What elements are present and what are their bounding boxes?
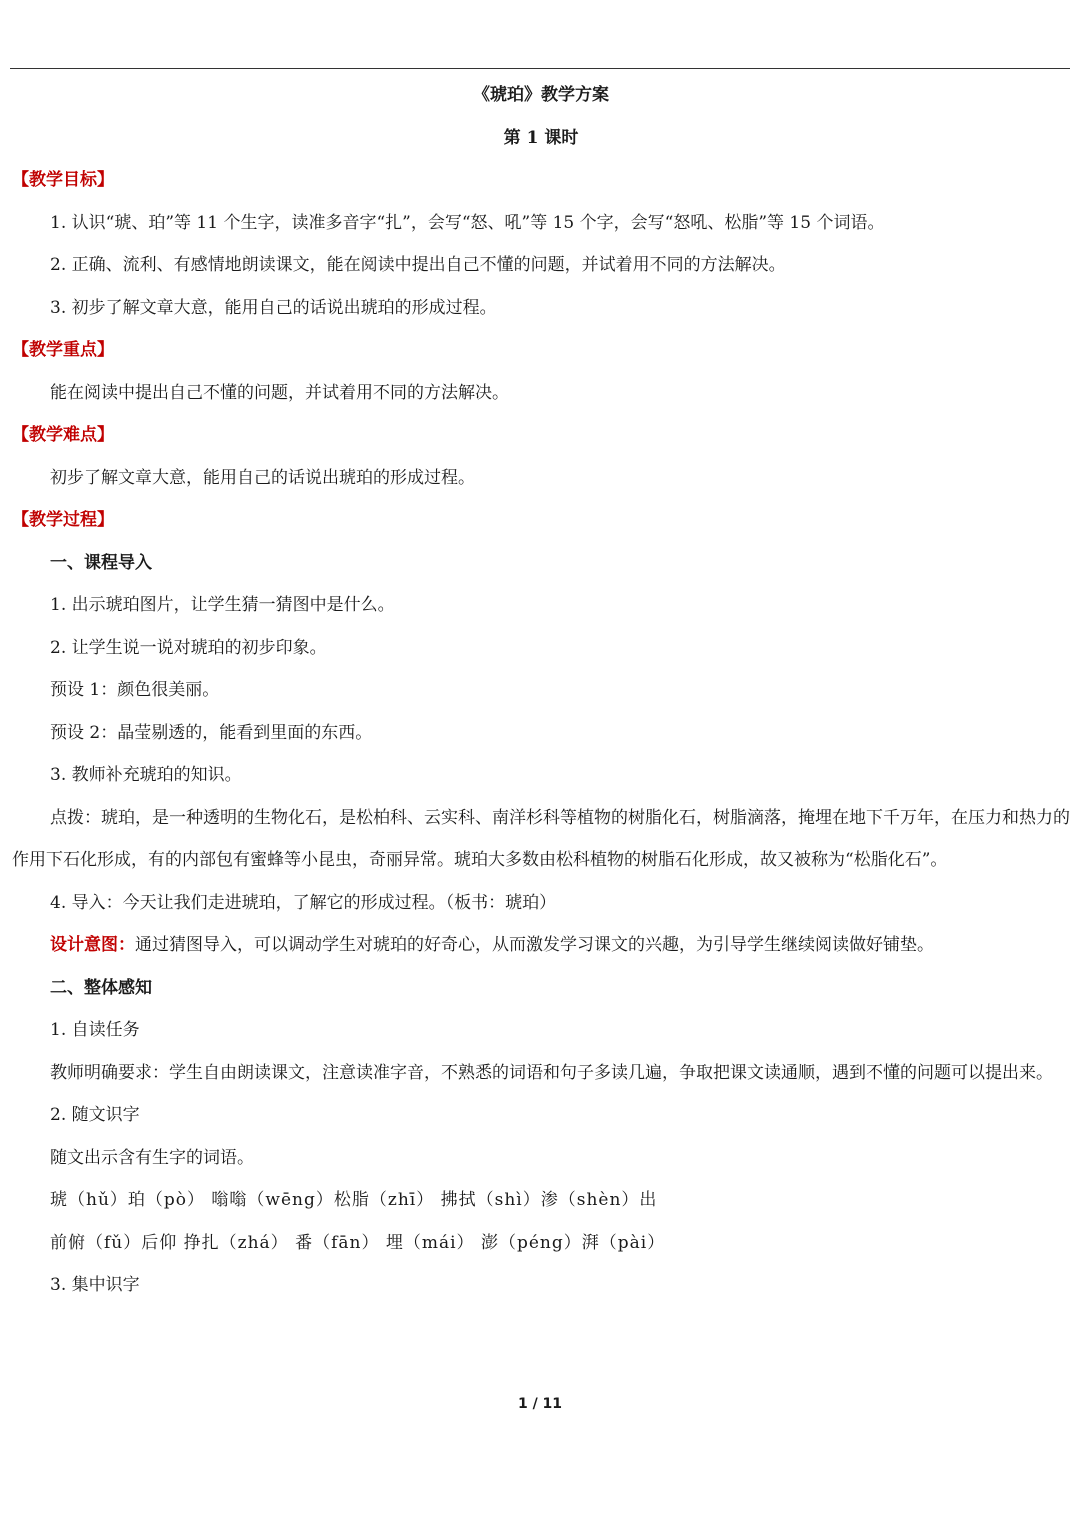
s2-sub2: 2. 随文识字 [50,1105,140,1125]
goals-heading: 【教学目标】 [12,170,114,190]
s1-item-5: 3. 教师补充琥珀的知识。 [50,765,242,785]
design-intent [12,924,1070,967]
pinyin-line-2: 前俯（fǔ）后仰 挣扎（zhá） 番（fān） 埋（mái） 澎（péng）湃（pài） [50,1232,666,1253]
key-text: 能在阅读中提出自己不懂的问题，并试着用不同的方法解决。 [50,382,509,403]
difficulty-heading: 【教学难点】 [12,425,114,445]
goal-item-2: 2. 正确、流利、有感情地朗读课文，能在阅读中提出自己不懂的问题，并试着用不同的方法解决。 [50,255,786,275]
process-heading: 【教学过程】 [12,510,114,530]
doc-subtitle: 第 1 课时 [503,127,579,148]
header-rule [10,68,1070,69]
dianbo-paragraph: 点拨：琥珀，是一种透明的生物化石，是松柏科、云实科、南洋杉科等植物的树脂化石，树脂滴落，掩埋在地下千万年，在压力和热力的作用下石化形成，有的内部包有蜜蜂等小昆虫，奇丽异常。琥珀大多数由松科植物的树脂石化形成，故又被称为“松脂化石”。 [12,807,1070,870]
key-heading: 【教学重点】 [12,340,114,360]
design-label: 设计意图： [50,935,135,955]
document-page [12,74,1070,1307]
goal-item-1: 1. 认识“琥、珀”等 11 个生字，读准多音字“扎”，会写“怒、吼”等 15 个字，会写“怒吼、松脂”等 15 个词语。 [50,212,885,233]
s1-item-4: 预设 2：晶莹剔透的，能看到里面的东西。 [50,722,373,743]
s1-item-3: 预设 1：颜色很美丽。 [50,680,220,700]
section1-title: 一、课程导入 [50,552,152,573]
s2-sub1: 1. 自读任务 [50,1020,140,1040]
goal-item-3: 3. 初步了解文章大意，能用自己的话说出琥珀的形成过程。 [50,297,497,318]
page-number: 1 / 11 [517,1396,563,1412]
design-text: 通过猜图导入，可以调动学生对琥珀的好奇心，从而激发学习课文的兴趣，为引导学生继续阅读做好铺垫。 [135,935,934,955]
s1-item-1: 1. 出示琥珀图片，让学生猜一猜图中是什么。 [50,595,395,615]
s1-import: 4. 导入：今天让我们走进琥珀，了解它的形成过程。（板书：琥珀） [50,892,557,913]
s2-sub2-text: 随文出示含有生字的词语。 [50,1147,254,1168]
section2-title: 二、整体感知 [50,977,152,998]
difficulty-text: 初步了解文章大意，能用自己的话说出琥珀的形成过程。 [50,467,475,488]
s2-sub3: 3. 集中识字 [50,1275,140,1295]
s2-sub1-text: 教师明确要求：学生自由朗读课文，注意读准字音，不熟悉的词语和句子多读几遍，争取把课文读通顺，遇到不懂的问题可以提出来。 [50,1062,1053,1083]
s1-item-2: 2. 让学生说一说对琥珀的初步印象。 [50,637,327,658]
doc-title: 《琥珀》教学方案 [473,85,609,105]
pinyin-line-1: 琥（hǔ）珀（pò） 嗡嗡（wēng）松脂（zhī） 拂拭（shì）渗（shèn）出 [50,1190,658,1210]
